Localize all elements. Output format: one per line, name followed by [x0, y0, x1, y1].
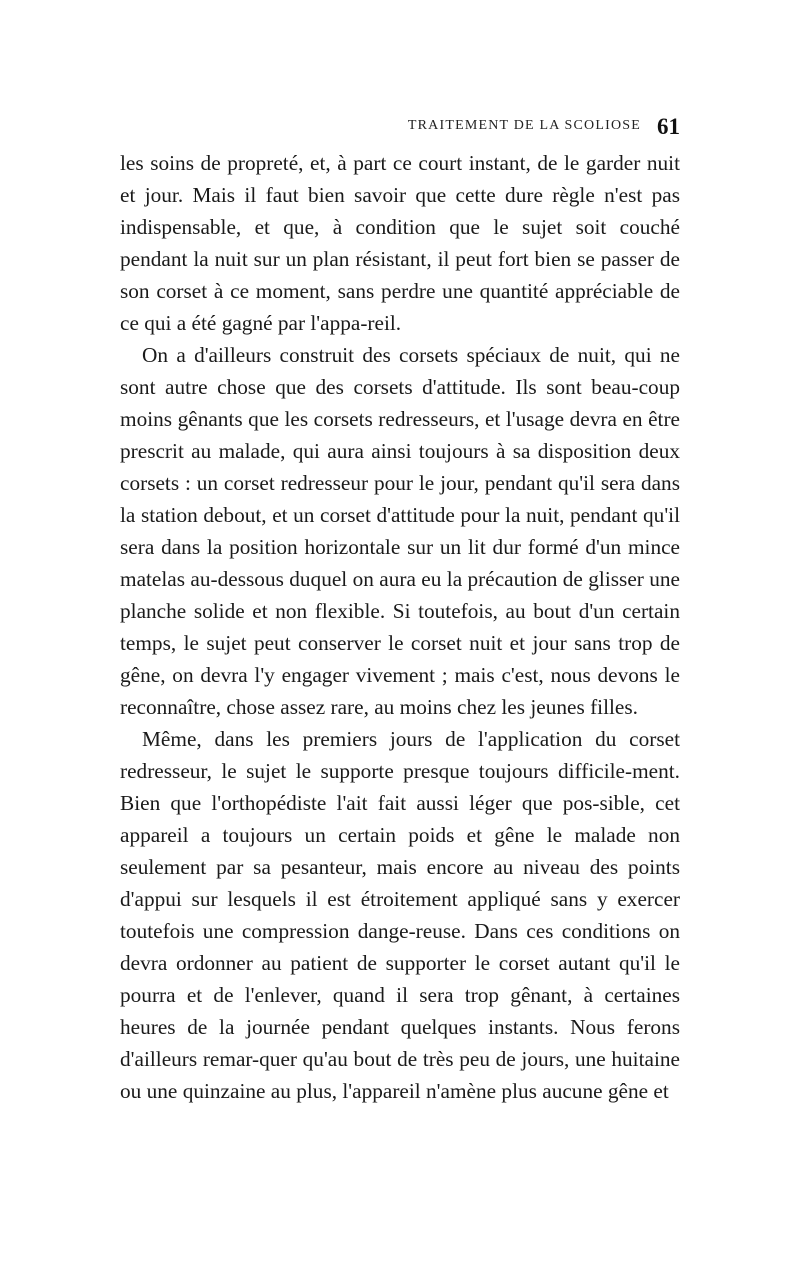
page-number: 61	[657, 114, 680, 139]
paragraph-first-days: Même, dans les premiers jours de l'application du corset redresseur, le sujet le supporte presque toujours difficile-ment. Bien que l'orthopédiste l'ait fait aussi léger que pos-sible, cet appareil a toujours un certain poids et gêne le malade non seulement par sa pesanteur, mais encore au niveau des points d'appui sur lesquels il est étroitement appliqué sans y exercer toutefois une compression dange-reuse. Dans ces conditions on devra ordonner au patient de supporter le corset autant qu'il le pourra et de l'enlever, quand il sera trop gênant, à certaines heures de la journée pendant quelques instants. Nous ferons d'ailleurs remar-quer qu'au bout de très peu de jours, une huitaine ou une quinzaine au plus, l'appareil n'amène plus aucune gêne et	[120, 727, 680, 1103]
paragraph-night-corsets: On a d'ailleurs construit des corsets spéciaux de nuit, qui ne sont autre chose que des corsets d'attitude. Ils sont beau-coup moins gênants que les corsets redresseurs, et l'usage devra en être prescrit au malade, qui aura ainsi toujours à sa disposition deux corsets : un corset redresseur pour le jour, pendant qu'il sera dans la station debout, et un corset d'attitude pour la nuit, pendant qu'il sera dans la position horizontale sur un lit dur formé d'un mince matelas au-dessous duquel on aura eu la précaution de glisser une planche solide et non flexible. Si toutefois, au bout d'un certain temps, le sujet peut conserver le corset nuit et jour sans trop de gêne, on devra l'y engager vivement ; mais c'est, nous devons le reconnaître, chose assez rare, au moins chez les jeunes filles.	[120, 343, 680, 719]
body-text	[120, 147, 680, 1107]
running-head	[120, 116, 680, 140]
paragraph-continued: les soins de propreté, et, à part ce court instant, de le garder nuit et jour. Mais il faut bien savoir que cette dure règle n'est pas indispensable, et que, à condition que le sujet soit couché pendant la nuit sur un plan résistant, il peut fort bien se passer de son corset à ce moment, sans perdre une quantité appréciable de ce qui a été gagné par l'appa-reil.	[120, 151, 680, 335]
running-title: TRAITEMENT DE LA SCOLIOSE	[407, 118, 641, 133]
